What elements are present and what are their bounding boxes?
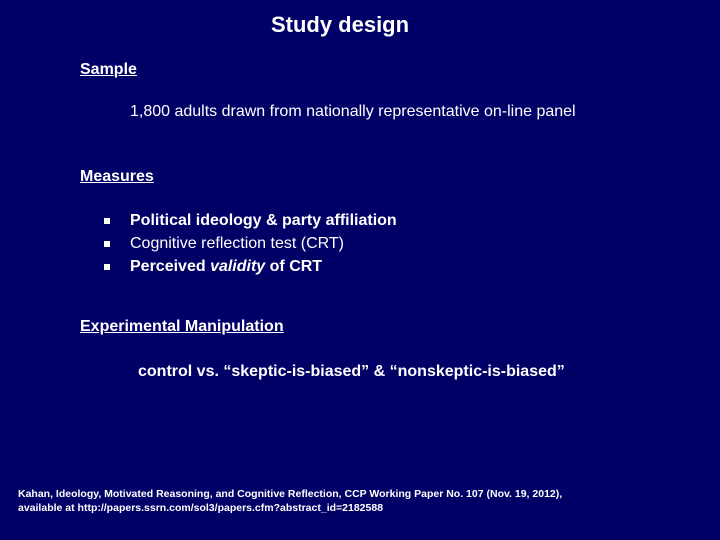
list-item <box>104 255 397 278</box>
list-item <box>104 232 397 255</box>
citation-line-2: available at http://papers.ssrn.com/sol3/papers.cfm?abstract_id=2182588 <box>18 502 384 514</box>
experimental-heading: Experimental Manipulation <box>80 318 284 335</box>
square-bullet-icon <box>104 241 110 247</box>
experimental-description: control vs. “skeptic-is-biased” & “nonskeptic-is-biased” <box>138 363 565 380</box>
measure-item-label <box>130 255 322 278</box>
citation <box>18 487 562 515</box>
measures-list <box>104 209 397 278</box>
sample-heading: Sample <box>80 61 137 78</box>
measure-item-prefix: Perceived <box>130 258 211 275</box>
square-bullet-icon <box>104 218 110 224</box>
measure-item-label: Political ideology & party affiliation <box>130 212 397 229</box>
sample-description: 1,800 adults drawn from nationally representative on-line panel <box>130 103 576 120</box>
slide-title <box>0 12 680 38</box>
measure-item-italic: validity <box>210 258 266 275</box>
square-bullet-icon <box>104 264 110 270</box>
measure-item-suffix: of CRT <box>265 258 323 275</box>
citation-line-1: Kahan, Ideology, Motivated Reasoning, and Cognitive Reflection, CCP Working Paper No. 107 (Nov. 19, 2012), <box>18 488 563 500</box>
list-item <box>104 209 397 232</box>
slide-title-text: Study design <box>270 12 410 37</box>
measure-item-label: Cognitive reflection test (CRT) <box>130 235 344 252</box>
measures-heading: Measures <box>80 168 154 185</box>
